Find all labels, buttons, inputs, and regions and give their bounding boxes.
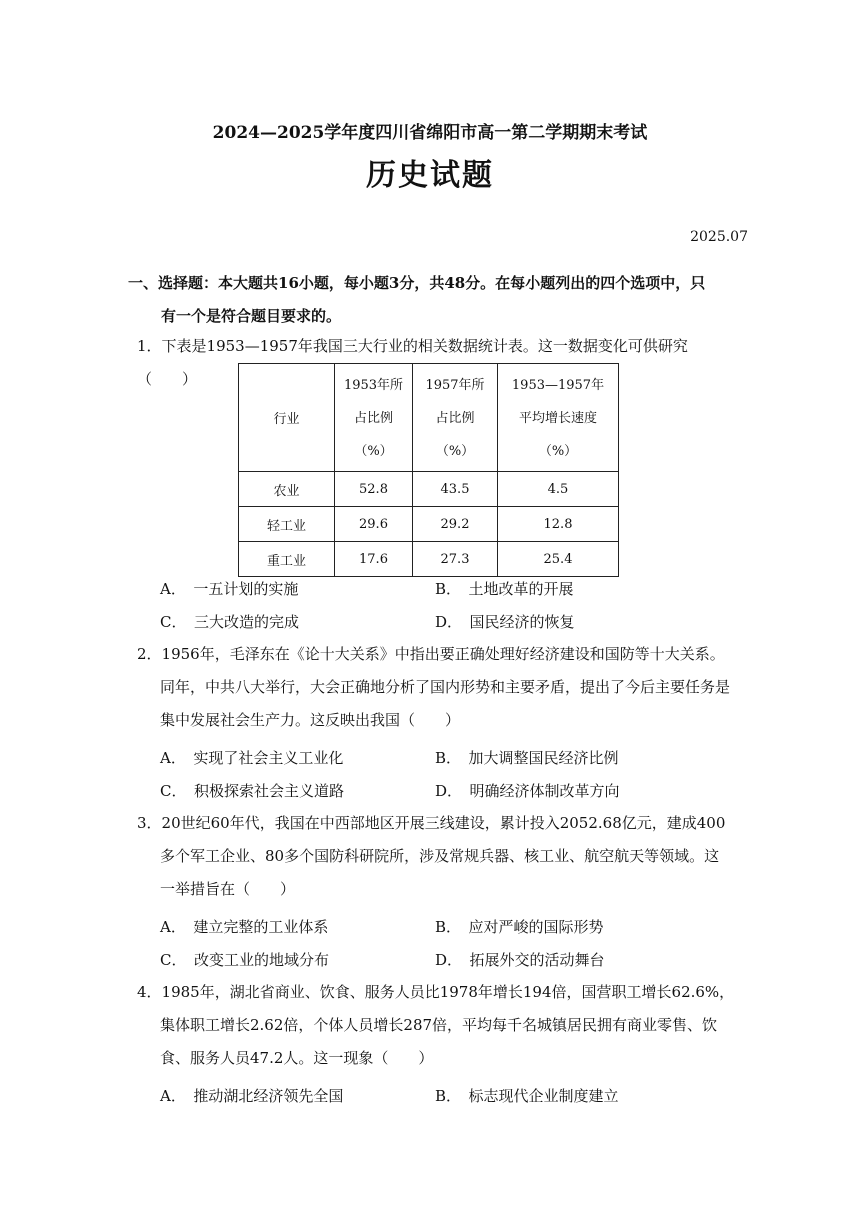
table-header-cell: 行业	[239, 364, 335, 472]
section-heading-line: 一、选择题：本大题共16小题，每小题3分，共48分。在每小题列出的四个选项中，只	[128, 274, 706, 292]
question-2	[137, 638, 739, 737]
question-3	[137, 807, 739, 906]
exam-subtitle: 2024—2025学年度四川省绵阳市高一第二学期期末考试	[212, 123, 648, 143]
table-header-cell: 1953—1957年 平均增长速度 （%）	[498, 364, 619, 472]
option-b: B． 土地改革的开展	[435, 580, 574, 598]
table-cell: 17.6	[335, 542, 413, 577]
question-text: 1．下表是1953—1957年我国三大行业的相关数据统计表。这一数据变化可供研究（ ）	[137, 337, 688, 388]
page-title: 历史试题	[366, 158, 494, 193]
option-b: B． 应对严峻的国际形势	[435, 918, 604, 936]
exam-date: 2025.07	[690, 229, 748, 245]
section-heading-line: 有一个是符合题目要求的。	[161, 307, 342, 325]
table-cell: 27.3	[413, 542, 498, 577]
table-row	[239, 507, 619, 542]
option-c: C． 改变工业的地域分布	[160, 951, 329, 969]
option-d: D． 拓展外交的活动舞台	[435, 951, 605, 969]
question-text: 一举措旨在（ ）	[160, 880, 296, 898]
question-4	[137, 976, 739, 1075]
question-text: 3．20世纪60年代，我国在中西部地区开展三线建设，累计投入2052.68亿元，建成400	[137, 814, 726, 832]
question-text: 食、服务人员47.2人。这一现象（ ）	[160, 1049, 434, 1067]
section-heading	[128, 267, 738, 333]
table-row	[239, 542, 619, 577]
option-c: C． 积极探索社会主义道路	[160, 782, 344, 800]
table-cell: 43.5	[413, 472, 498, 507]
option-d: D． 国民经济的恢复	[435, 613, 575, 631]
option-c: C． 三大改造的完成	[160, 613, 299, 631]
table-cell: 农业	[239, 472, 335, 507]
table-cell: 25.4	[498, 542, 619, 577]
question-text: 2．1956年，毛泽东在《论十大关系》中指出要正确处理好经济建设和国防等十大关系。	[137, 645, 725, 663]
question-text: 集体职工增长2.62倍，个体人员增长287倍，平均每千名城镇居民拥有商业零售、饮	[160, 1016, 718, 1034]
table-cell: 4.5	[498, 472, 619, 507]
option-a: A． 一五计划的实施	[160, 580, 299, 598]
option-b: B． 标志现代企业制度建立	[435, 1087, 619, 1105]
table-cell: 29.6	[335, 507, 413, 542]
question-text: 多个军工企业、80多个国防科研院所，涉及常规兵器、核工业、航空航天等领域。这	[160, 847, 720, 865]
option-b: B． 加大调整国民经济比例	[435, 749, 619, 767]
question-text: 同年，中共八大举行，大会正确地分析了国内形势和主要矛盾，提出了今后主要任务是	[160, 678, 731, 696]
option-d: D． 明确经济体制改革方向	[435, 782, 620, 800]
table-cell: 52.8	[335, 472, 413, 507]
table-header-cell: 1953年所 占比例 （%）	[335, 364, 413, 472]
question-text: 4．1985年，湖北省商业、饮食、服务人员比1978年增长194倍，国营职工增长62.6%，	[137, 983, 735, 1001]
question-text: 集中发展社会生产力。这反映出我国（ ）	[160, 711, 461, 729]
table-header-row	[239, 364, 619, 472]
option-a: A． 推动湖北经济领先全国	[160, 1087, 344, 1105]
table-cell: 重工业	[239, 542, 335, 577]
table-header-cell: 1957年所 占比例 （%）	[413, 364, 498, 472]
table-row	[239, 472, 619, 507]
data-table	[238, 363, 619, 577]
option-a: A． 实现了社会主义工业化	[160, 749, 344, 767]
option-a: A． 建立完整的工业体系	[160, 918, 329, 936]
table-cell: 轻工业	[239, 507, 335, 542]
table-cell: 29.2	[413, 507, 498, 542]
table-cell: 12.8	[498, 507, 619, 542]
